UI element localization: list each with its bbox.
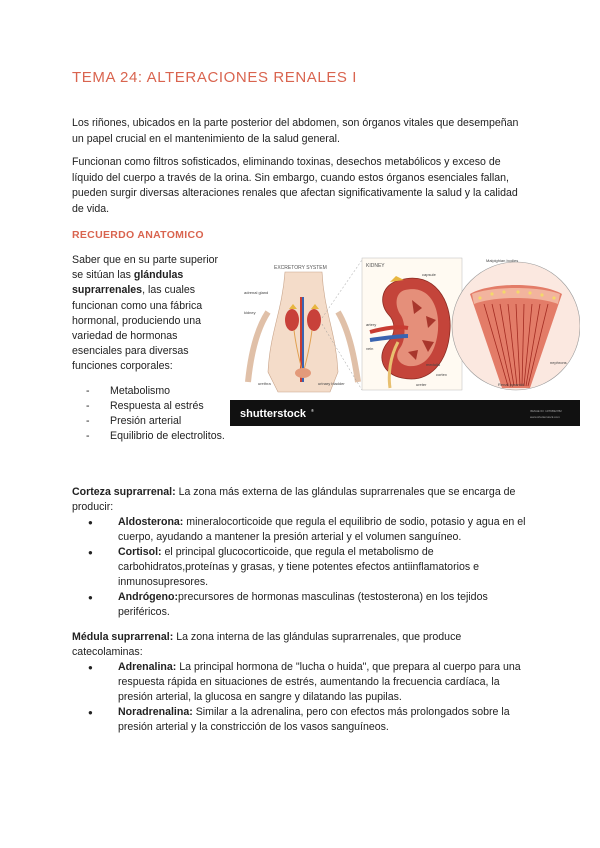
medulla-intro-text: La zona interna de las glándulas suprarrenales, que produce catecolaminas: [72, 631, 462, 658]
figure-label-artery: artery [366, 322, 377, 327]
cortex-section [72, 485, 532, 620]
definition: precursores de hormonas masculinas (testosterona) en los tejidos periféricos. [118, 591, 488, 618]
medulla-intro [72, 630, 532, 660]
list-item: - Presión arterial [86, 414, 246, 429]
term: Cortisol: [118, 546, 162, 558]
small-kidney-left [285, 309, 299, 331]
figure-label-kidney: kidney [244, 310, 256, 315]
anatomy-text [72, 253, 230, 375]
medulla-list [72, 660, 532, 735]
figure-label-medulla: medulla [426, 362, 441, 367]
definition: Similar a la adrenalina, pero con efectos más prolongados sobre la presión arterial y la constricción de los vasos sanguíneos. [118, 706, 510, 733]
list-item: - Equilibrio de electrolitos. [86, 429, 246, 444]
figure-label-bladder: urinary bladder [318, 381, 345, 386]
small-bladder [295, 368, 311, 378]
list-item [88, 545, 532, 590]
shutterstock-logo: shutterstock [240, 408, 307, 420]
definition: mineralocorticoide que regula el equilibrio de sodio, potasio y agua en el cuerpo, ayudando a mantener la presión arterial y el volumen sanguíneo. [118, 516, 526, 543]
anatomy-text-end: , las cuales funcionan como una fábrica hormonal, produciendo una variedad de hormonas esenciales para diversas funciones corporales: [72, 284, 203, 373]
page-title: TEMA 24: ALTERACIONES RENALES I [72, 69, 358, 86]
figure-panel1-title: EXCRETORY SYSTEM [274, 265, 327, 271]
image-id: IMAGE ID: 1079832782 [530, 409, 562, 413]
figure-panel2-title: KIDNEY [366, 263, 385, 269]
anatomy-heading: RECUERDO ANATOMICO [72, 229, 204, 241]
figure-label-pyramid: Renal pyramid [498, 382, 524, 387]
list-item [88, 515, 532, 545]
medulla-section [72, 630, 532, 735]
list-item [88, 705, 532, 735]
intro-paragraph-2: Funcionan como filtros sofisticados, eliminando toxinas, desechos metabólicos y exceso de líquido del cuerpo a través de la orina. Sin embargo, cuando estos órganos esenciales fallan, pueden surgir diversas alteraciones renales que afectan significativamente la salud y la calidad de vida. [72, 156, 518, 215]
term: Noradrenalina: [118, 706, 193, 718]
term: Aldosterona: [118, 516, 184, 528]
figure-label-nephron: nephrons [550, 360, 567, 365]
anatomy-text-start: Saber que en su parte superior se sitúan las [72, 254, 219, 282]
figure-label-capsule: capsule [422, 272, 436, 277]
figure-label-adrenal: adrenal gland [244, 290, 269, 295]
shutterstock-registered-mark: ® [311, 408, 314, 413]
list-item [88, 660, 532, 705]
anatomy-text-bold: glándulas suprarrenales [72, 269, 184, 297]
cortex-list [72, 515, 532, 620]
figure-label-ureter: ureter [416, 382, 427, 387]
intro-paragraph-1: Los riñones, ubicados en la parte posterior del abdomen, son órganos vitales que desempeñan un papel crucial en el mantenimiento de la salud general. [72, 117, 519, 145]
medulla-heading: Médula suprarrenal: [72, 631, 174, 643]
list-item: - Metabolismo [86, 384, 246, 399]
cortex-heading: Corteza suprarrenal: [72, 486, 176, 498]
shutterstock-site: www.shutterstock.com [530, 415, 560, 419]
term: Adrenalina: [118, 661, 177, 673]
kidney-figure-svg [230, 252, 580, 426]
figure-label-glomeruli: Malpighian bodies [486, 258, 519, 263]
figure-label-cortex: cortex [436, 372, 447, 377]
small-kidney-right [307, 309, 321, 331]
cortex-intro [72, 485, 532, 515]
definition: el principal glucocorticoide, que regula el metabolismo de carbohidratos,proteínas y grasas, y tiene potentes efectos antiinflamatorios e inmunosupresores. [118, 546, 479, 588]
kidney-illustration [230, 252, 580, 426]
cortex-intro-text: La zona más externa de las glándulas suprarrenales que se encarga de producir: [72, 486, 516, 513]
figure-label-vein: vein [366, 346, 374, 351]
functions-list [86, 384, 246, 444]
list-item [88, 590, 532, 620]
definition: La principal hormona de "lucha o huida", que prepara al cuerpo para una respuesta rápida en situaciones de estrés, aumentando la frecuencia cardíaca, la presión arterial, la glucosa en sangre y dilatando las pupilas. [118, 661, 521, 703]
figure-label-urethra: urethra [258, 381, 271, 386]
list-item: - Respuesta al estrés [86, 399, 246, 414]
term: Andrógeno: [118, 591, 179, 603]
